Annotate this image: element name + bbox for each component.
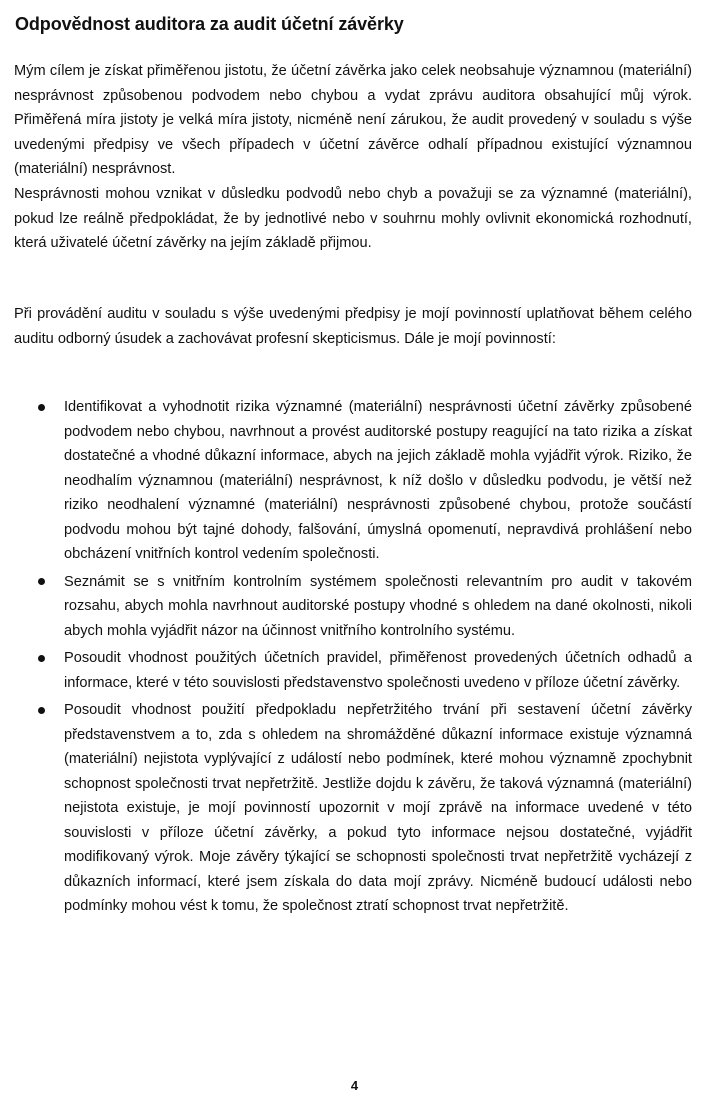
bullet-dot-icon xyxy=(38,707,45,714)
bullet-item-going-concern xyxy=(14,698,692,919)
bullet-text: Posoudit vhodnost použitých účetních pravidel, přiměřenost provedených účetních odhadů a informace, které v této souvislosti představenstvo společnosti uvedeno v příloze účetní závěrky. xyxy=(64,650,692,691)
page-number: 4 xyxy=(350,1078,359,1093)
bullet-item-internal-control xyxy=(14,570,692,644)
bullet-item-accounting-policies xyxy=(14,646,692,695)
bullet-text: Seznámit se s vnitřním kontrolním systémem společnosti relevantním pro audit v takovém rozsahu, abych mohla navrhnout auditorské postupy vhodné s ohledem na dané okolnosti, nikoli abych mohla vyjádřit názor na účinnost vnitřního kontrolního systému. xyxy=(64,573,692,639)
bullet-item-identify-risks xyxy=(14,395,692,567)
bullet-dot-icon xyxy=(38,404,45,411)
paragraph-reasonable-assurance: Mým cílem je získat přiměřenou jistotu, že účetní závěrka jako celek neobsahuje významnou (materiální) nesprávnost způsobenou podvodem nebo chybou a vydat zprávu auditora obsahující můj výrok. Přiměřená míra jistoty je velká míra jistoty, nicméně není zárukou, že audit provedený v souladu s výše uvedenými předpisy ve všech případech v účetní závěrce odhalí případnou existující významnou (materiální) nesprávnost. xyxy=(14,63,692,177)
duties-bullet-list xyxy=(14,395,692,922)
bullet-dot-icon xyxy=(38,655,45,662)
paragraph-auditor-duties: Při provádění auditu v souladu s výše uvedenými předpisy je mojí povinností uplatňovat během celého auditu odborný úsudek a zachovávat profesní skepticismus. Dále je mojí povinností: xyxy=(14,306,692,347)
bullet-text: Identifikovat a vyhodnotit rizika významné (materiální) nesprávnosti účetní závěrky způsobené podvodem nebo chybou, navrhnout a provést auditorské postupy reagující na tato rizika a získat dostatečné a vhodné důkazní informace, abych na jejich základě mohla vyjádřit výrok. Riziko, že neodhalím významnou (materiální) nesprávnost, k níž došlo v důsledku podvodu, je větší než riziko neodhalení významné (materiální) nesprávnosti způsobené chybou, protože součástí podvodu mohou být tajné dohody, falšování, úmyslná opomenutí, nepravdivá prohlášení nebo obcházení vnitřních kontrol vedením společnosti. xyxy=(64,399,692,562)
bullet-text: Posoudit vhodnost použití předpokladu nepřetržitého trvání při sestavení účetní závěrky představenstvem a to, zda s ohledem na shromážděné důkazní informace existuje významná (materiální) nejistota vyplývající z událostí nebo podmínek, které mohou významně zpochybnit schopnost společnosti trvat nepřetržitě. Jestliže dojdu k závěru, že taková významná (materiální) nejistota existuje, je mojí povinností upozornit v mojí zprávě na informace uvedené v této souvislosti v příloze účetní závěrky, a pokud tyto informace nejsou dostatečné, vyjádřit modifikovaný výrok. Moje závěry týkající se schopnosti společnosti trvat nepřetržitě vycházejí z důkazních informací, které jsem získala do data mojí zprávy. Nicméně budoucí události nebo podmínky mohou vést k tomu, že společnost ztratí schopnost trvat nepřetržitě. xyxy=(64,702,692,914)
section-heading: Odpovědnost auditora za audit účetní závěrky xyxy=(15,14,404,34)
bullet-dot-icon xyxy=(38,578,45,585)
paragraph-misstatements: Nesprávnosti mohou vznikat v důsledku podvodů nebo chyb a považuji se za významné (materiální), pokud lze reálně předpokládat, že by jednotlivé nebo v souhrnu mohly ovlivnit ekonomická rozhodnutí, která uživatelé účetní závěrky na jejím základě přijmou. xyxy=(14,186,692,251)
